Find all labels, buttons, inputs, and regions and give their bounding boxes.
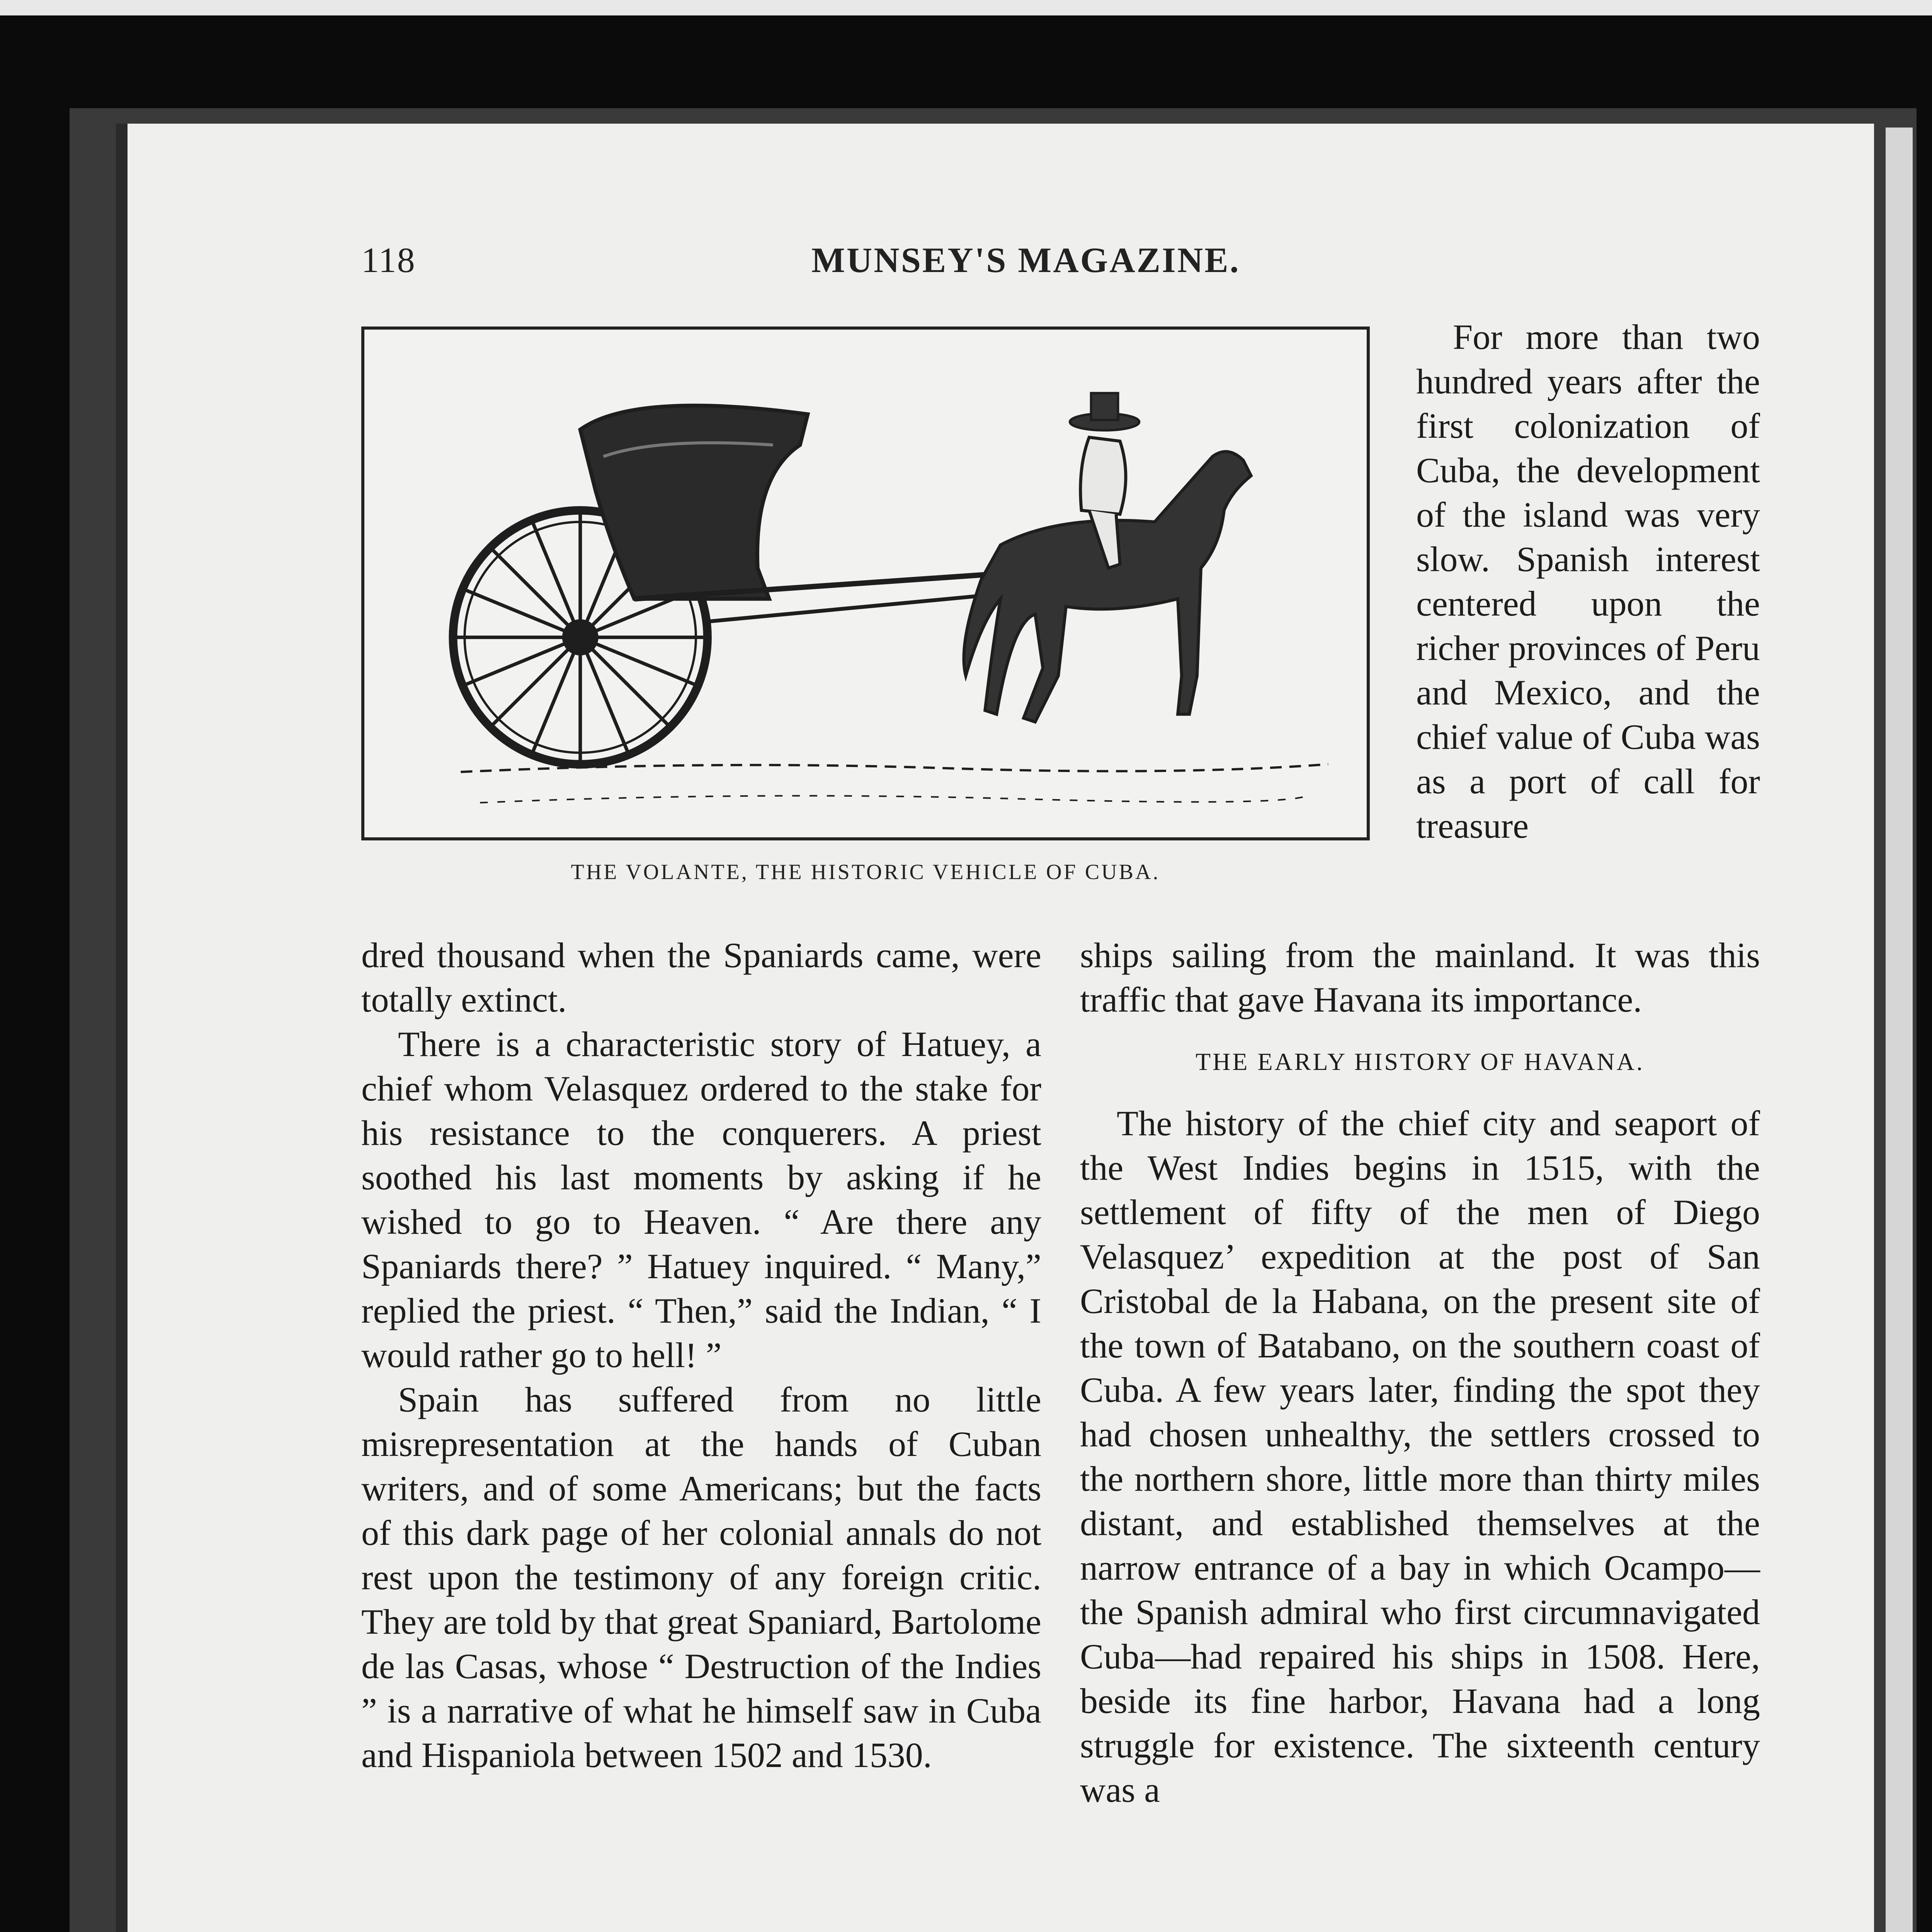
figure-1-caption: THE VOLANTE, THE HISTORIC VEHICLE OF CUBA. <box>571 860 1160 884</box>
left-paragraph-1: dred thousand when the Spaniards came, were totally extinct. <box>361 935 1041 1019</box>
left-paragraph-2: There is a characteristic story of Hatuey, a chief whom Velasquez ordered to the stake for his resistance to the conquerers. A priest soothed his last moments by asking if he wished to go to Heaven. “ Are there any Spaniards there? ” Hatuey inquired. “ Many,” replied the priest. “ Then,” said the Indian, “ I would rather go to hell! ” <box>361 1024 1041 1375</box>
magazine-title: MUNSEY'S MAGAZINE. <box>811 240 1240 280</box>
right-paragraph: The history of the chief city and seaport of the West Indies begins in 1515, with the settlement of fifty of the men of Diego Velasquez’ expedition at the post of San Cristobal de la Habana, on the present site of the town of Batabano, on the southern coast of Cuba. A few years later, finding the spot they had chosen unhealthy, the settlers crossed to the northern shore, little more than thirty miles distant, and established themselves at the narrow entrance of a bay in which Ocampo—the Spanish admiral who first circumnavigated Cuba—had repaired his ships in 1508. Here, beside its fine harbor, Havana had a long struggle for existence. The sixteenth century was a <box>1080 1104 1760 1810</box>
left-column <box>361 933 1041 1777</box>
right-column <box>1080 933 1760 1812</box>
section-heading: THE EARLY HISTORY OF HAVANA. <box>1196 1048 1645 1075</box>
intro-column <box>1416 315 1760 848</box>
next-page-edge <box>1886 128 1913 1932</box>
right-continuation: ships sailing from the mainland. It was this traffic that gave Havana its importance. <box>1080 935 1760 1019</box>
scan-top-strip <box>0 0 1932 15</box>
left-paragraph-3: Spain has suffered from no little misrepresentation at the hands of Cuban writers, and of some Americans; but the facts of this dark page of her colonial annals do not rest upon the testimony of any foreign critic. They are told by that great Spaniard, Bartolome de las Casas, whose “ Destruction of the Indies ” is a narrative of what he himself saw in Cuba and Hispaniola between 1502 and 1530. <box>361 1380 1041 1775</box>
page-number: 118 <box>361 240 416 280</box>
volante-historic-illustration <box>361 327 1370 840</box>
intro-paragraph: For more than two hundred years after the first colonization of Cuba, the development of the island was very slow. Spanish interest centered upon the richer provinces of Peru and Mexico, and the chief value of Cuba was as a port of call for treasure <box>1416 317 1760 845</box>
